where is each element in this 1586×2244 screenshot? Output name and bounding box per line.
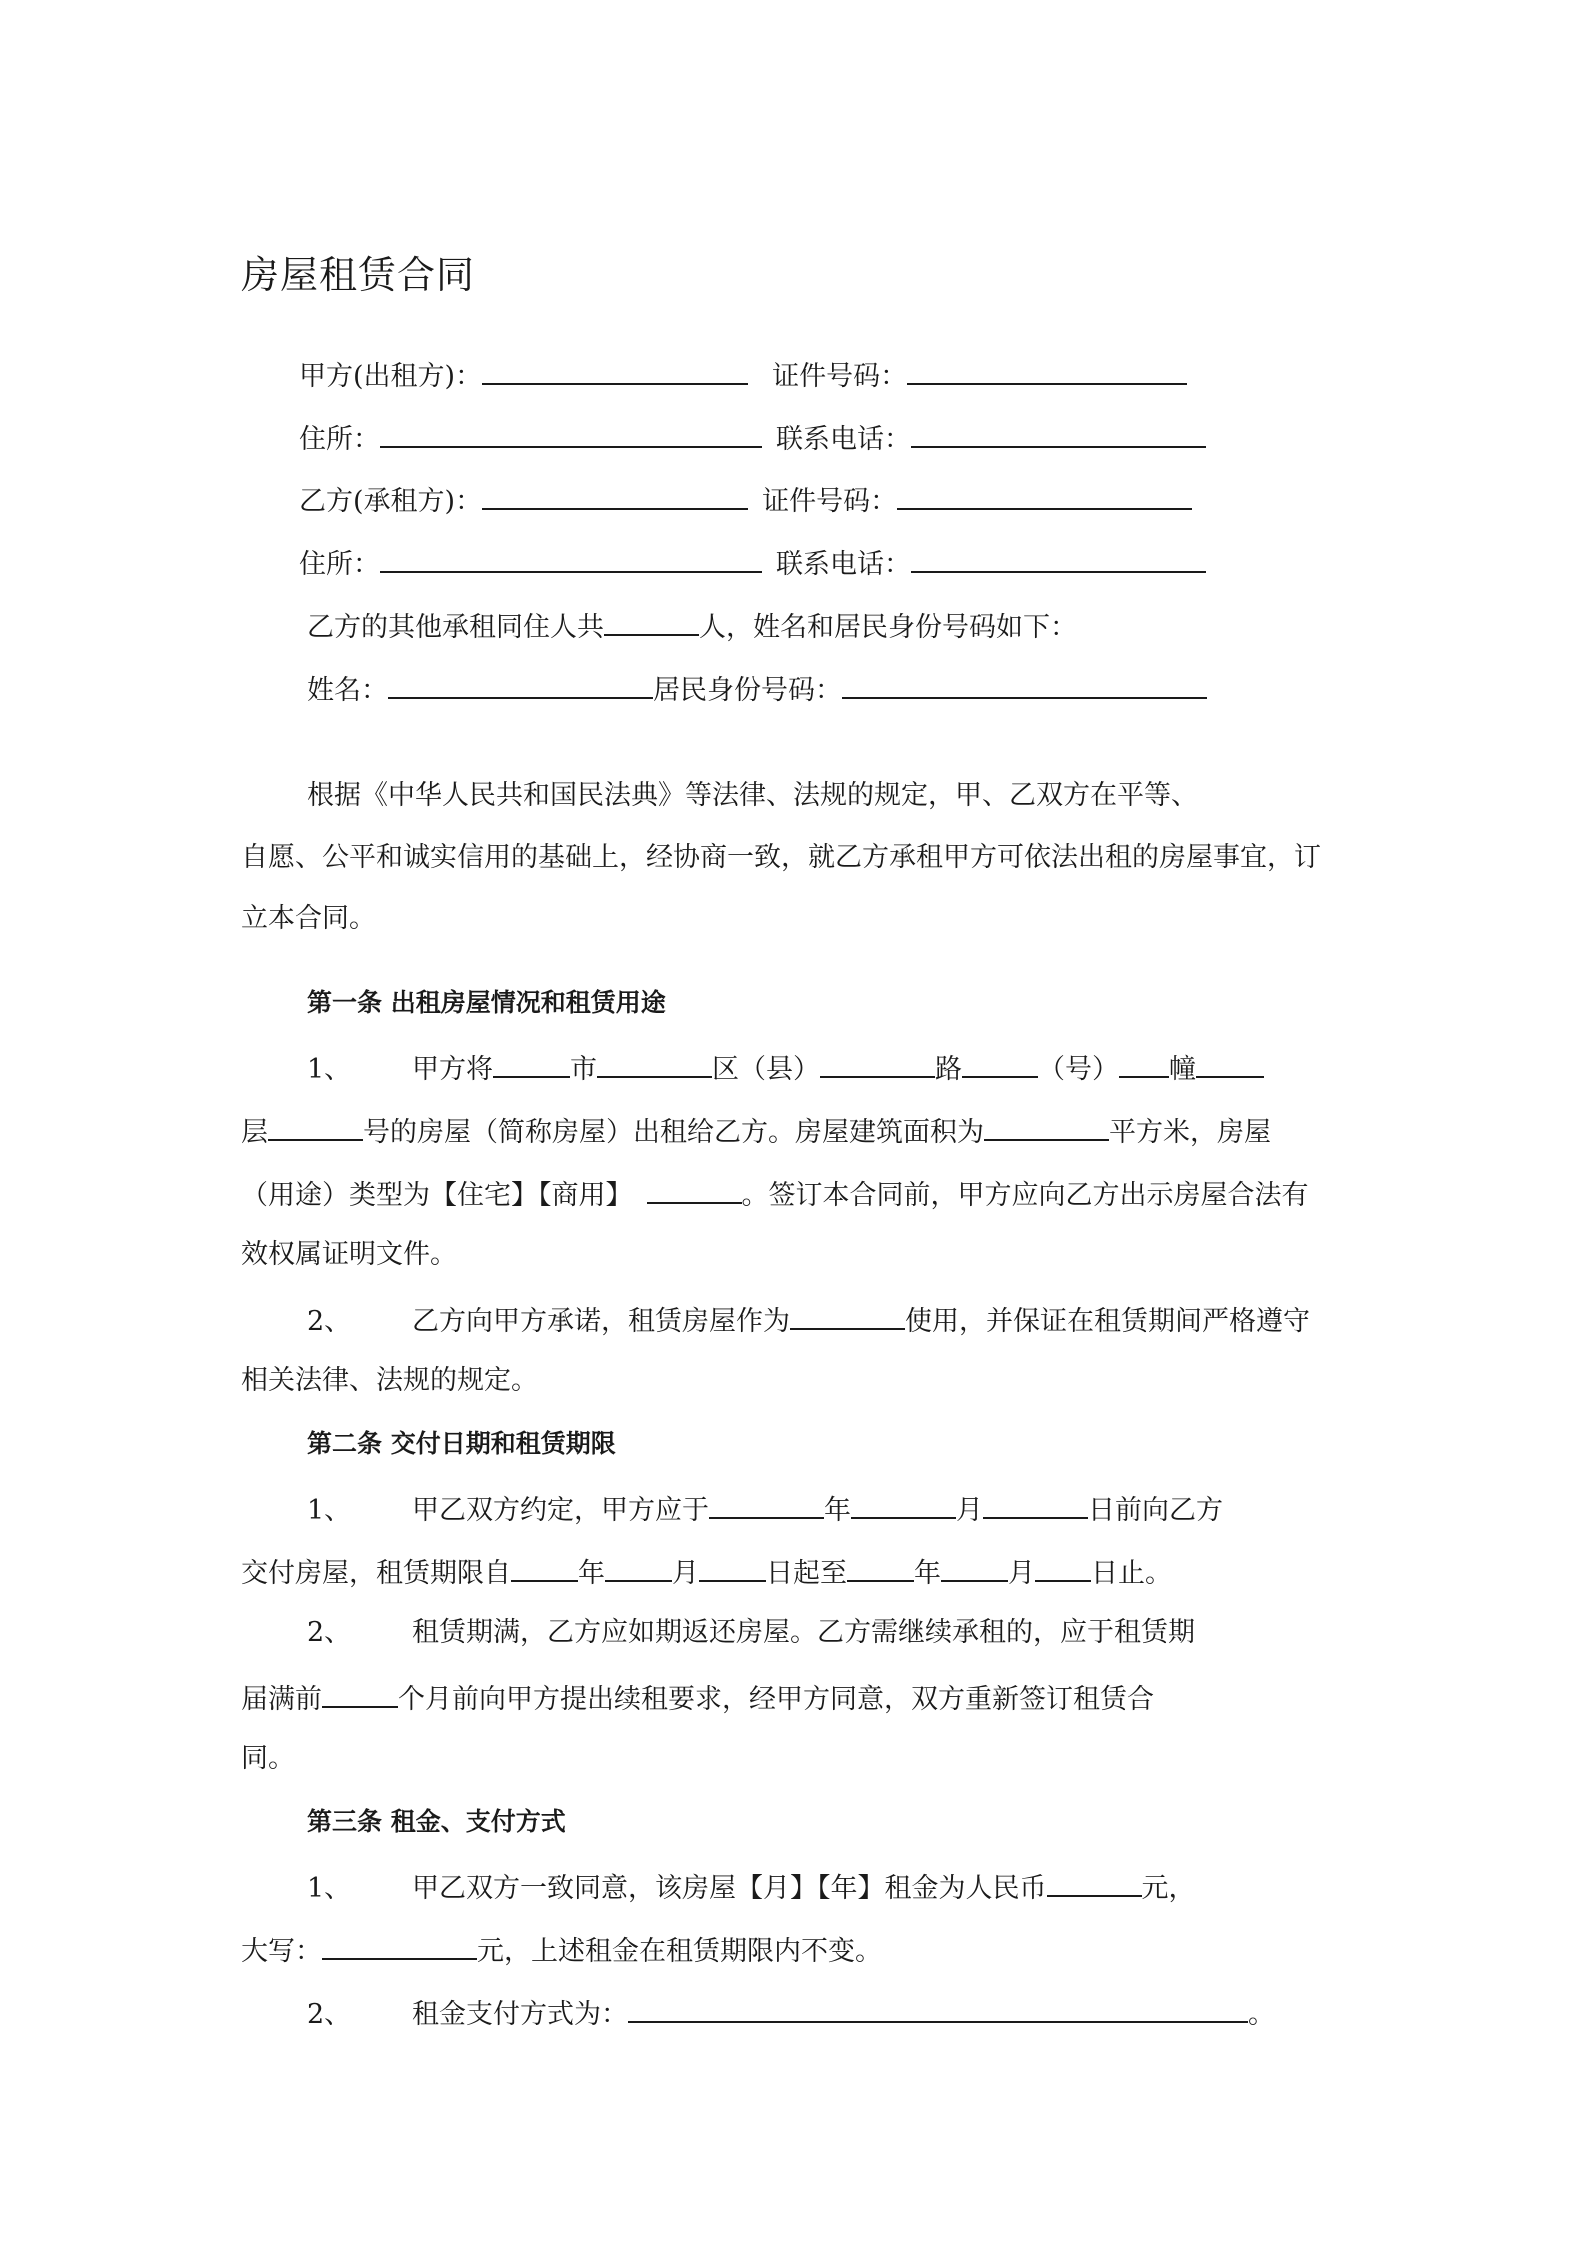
purpose-blank <box>790 1300 905 1330</box>
party-a-id-blank <box>907 355 1187 385</box>
rent-amount-words-blank <box>322 1930 477 1960</box>
party-b-address-blank <box>380 543 762 573</box>
preamble-line-1: 根据《中华人民共和国民法典》等法律、法规的规定，甲、乙双方在平等、 <box>307 780 1198 811</box>
cohabitant-name-blank <box>388 669 653 699</box>
usage-type-blank <box>647 1174 742 1204</box>
text: 路 <box>935 1054 962 1085</box>
article-3-heading: 第三条 租金、支付方式 <box>307 1807 566 1836</box>
text: （用途）类型为【住宅】【商用】 <box>241 1180 633 1211</box>
party-a-name-blank <box>482 355 748 385</box>
text: 大写： <box>241 1936 322 1967</box>
item-number: 1、 <box>307 1054 352 1085</box>
text: 市 <box>570 1054 597 1085</box>
id-number-label: 证件号码： <box>772 361 908 392</box>
text: 元，上述租金在租赁期限内不变。 <box>477 1936 882 1967</box>
id-number-label: 证件号码： <box>762 486 898 517</box>
text: 号的房屋（简称房屋）出租给乙方。房屋建筑面积为 <box>363 1117 984 1148</box>
item-number: 1、 <box>307 1495 352 1526</box>
article-2-item-1-line-2 <box>241 1552 1172 1592</box>
text: 年 <box>578 1558 605 1589</box>
party-b-name-blank <box>482 480 748 510</box>
article-2-item-2-line-1 <box>307 1615 1195 1651</box>
end-day-blank <box>1035 1552 1091 1582</box>
text: 幢 <box>1169 1054 1196 1085</box>
text: 甲方将 <box>412 1054 493 1085</box>
article-2-item-2-line-2 <box>241 1678 1154 1718</box>
area-blank <box>984 1111 1109 1141</box>
article-3-item-1-line-2 <box>241 1930 882 1970</box>
item-number: 1、 <box>307 1873 352 1904</box>
text: 。签订本合同前，甲方应向乙方出示房屋合法有 <box>741 1180 1309 1211</box>
start-day-blank <box>699 1552 766 1582</box>
text: 月 <box>956 1495 983 1526</box>
text: 交付房屋，租赁期限自 <box>241 1558 511 1589</box>
text: 日起至 <box>766 1558 847 1589</box>
party-a-address-row <box>299 418 1206 458</box>
article-1-item-1-line-2 <box>241 1111 1271 1151</box>
party-a-label: 甲方(出租方)： <box>299 361 483 392</box>
delivery-day-blank <box>983 1489 1088 1519</box>
cohabitant-detail-row <box>307 669 1207 709</box>
party-a-row <box>299 355 1187 395</box>
name-label: 姓名： <box>307 675 388 706</box>
preamble-line-2: 自愿、公平和诚实信用的基础上，经协商一致，就乙方承租甲方可依法出租的房屋事宜，订 <box>241 842 1321 873</box>
text: 日止。 <box>1091 1558 1172 1589</box>
resident-id-label: 居民身份号码： <box>653 675 842 706</box>
article-2-item-1-line-1 <box>307 1489 1223 1529</box>
text: 届满前 <box>241 1684 322 1715</box>
party-b-row <box>299 480 1192 520</box>
end-month-blank <box>941 1552 1008 1582</box>
article-1-item-2-line-1 <box>307 1300 1310 1340</box>
text: 甲乙双方一致同意，该房屋【月】【年】租金为人民币 <box>412 1873 1047 1904</box>
article-2-item-2-line-3: 同。 <box>241 1743 295 1774</box>
phone-label: 联系电话： <box>776 549 911 580</box>
start-year-blank <box>511 1552 578 1582</box>
article-1-item-2-line-2: 相关法律、法规的规定。 <box>241 1365 538 1396</box>
article-1-item-1-line-3 <box>241 1174 1309 1214</box>
text: 层 <box>241 1117 268 1148</box>
item-number: 2、 <box>307 1999 352 2030</box>
text: 。 <box>1248 1999 1275 2030</box>
number-blank <box>962 1048 1038 1078</box>
party-b-phone-blank <box>911 543 1206 573</box>
item-number: 2、 <box>307 1306 352 1337</box>
text: 个月前向甲方提出续租要求，经甲方同意，双方重新签订租赁合 <box>398 1684 1154 1715</box>
text: 月 <box>1008 1558 1035 1589</box>
party-a-address-blank <box>380 418 762 448</box>
payment-method-blank <box>628 1993 1248 2023</box>
party-a-phone-blank <box>911 418 1206 448</box>
text: 年 <box>824 1495 851 1526</box>
address-label: 住所： <box>299 549 380 580</box>
cohabitant-id-blank <box>842 669 1207 699</box>
party-b-label: 乙方(承租方)： <box>299 486 483 517</box>
text: 年 <box>914 1558 941 1589</box>
renewal-months-blank <box>322 1678 398 1708</box>
city-blank <box>493 1048 570 1078</box>
text: 区（县） <box>712 1054 820 1085</box>
article-1-item-1-line-4: 效权属证明文件。 <box>241 1239 457 1270</box>
floor-blank <box>1196 1048 1264 1078</box>
text: 租金支付方式为： <box>412 1999 628 2030</box>
room-blank <box>268 1111 363 1141</box>
text: 乙方向甲方承诺，租赁房屋作为 <box>412 1306 790 1337</box>
rent-amount-blank <box>1047 1867 1142 1897</box>
address-label: 住所： <box>299 424 380 455</box>
document-title: 房屋租赁合同 <box>241 253 476 297</box>
cohabitant-row <box>307 606 1077 646</box>
cohabitant-text-2: 人，姓名和居民身份号码如下： <box>699 612 1077 643</box>
text: （号） <box>1038 1054 1119 1085</box>
party-b-id-blank <box>897 480 1192 510</box>
text: 甲乙双方约定，甲方应于 <box>412 1495 709 1526</box>
building-blank <box>1119 1048 1169 1078</box>
text: 平方米，房屋 <box>1109 1117 1271 1148</box>
preamble-line-3: 立本合同。 <box>241 903 376 934</box>
item-number: 2、 <box>307 1617 352 1648</box>
party-b-address-row <box>299 543 1206 583</box>
delivery-month-blank <box>851 1489 956 1519</box>
cohabitant-text: 乙方的其他承租同住人共 <box>307 612 604 643</box>
delivery-year-blank <box>709 1489 824 1519</box>
road-blank <box>820 1048 935 1078</box>
phone-label: 联系电话： <box>776 424 911 455</box>
text: 使用，并保证在租赁期间严格遵守 <box>905 1306 1310 1337</box>
text: 月 <box>672 1558 699 1589</box>
text: 元， <box>1141 1873 1196 1904</box>
cohabitant-count-blank <box>604 606 699 636</box>
district-blank <box>597 1048 712 1078</box>
text: 租赁期满，乙方应如期返还房屋。乙方需继续承租的，应于租赁期 <box>412 1617 1195 1648</box>
article-3-item-2-line-1 <box>307 1993 1275 2033</box>
article-1-heading: 第一条 出租房屋情况和租赁用途 <box>307 988 666 1017</box>
end-year-blank <box>847 1552 914 1582</box>
start-month-blank <box>605 1552 672 1582</box>
article-1-item-1-line-1 <box>307 1048 1264 1088</box>
text: 日前向乙方 <box>1088 1495 1223 1526</box>
article-3-item-1-line-1 <box>307 1867 1196 1907</box>
article-2-heading: 第二条 交付日期和租赁期限 <box>307 1429 616 1458</box>
